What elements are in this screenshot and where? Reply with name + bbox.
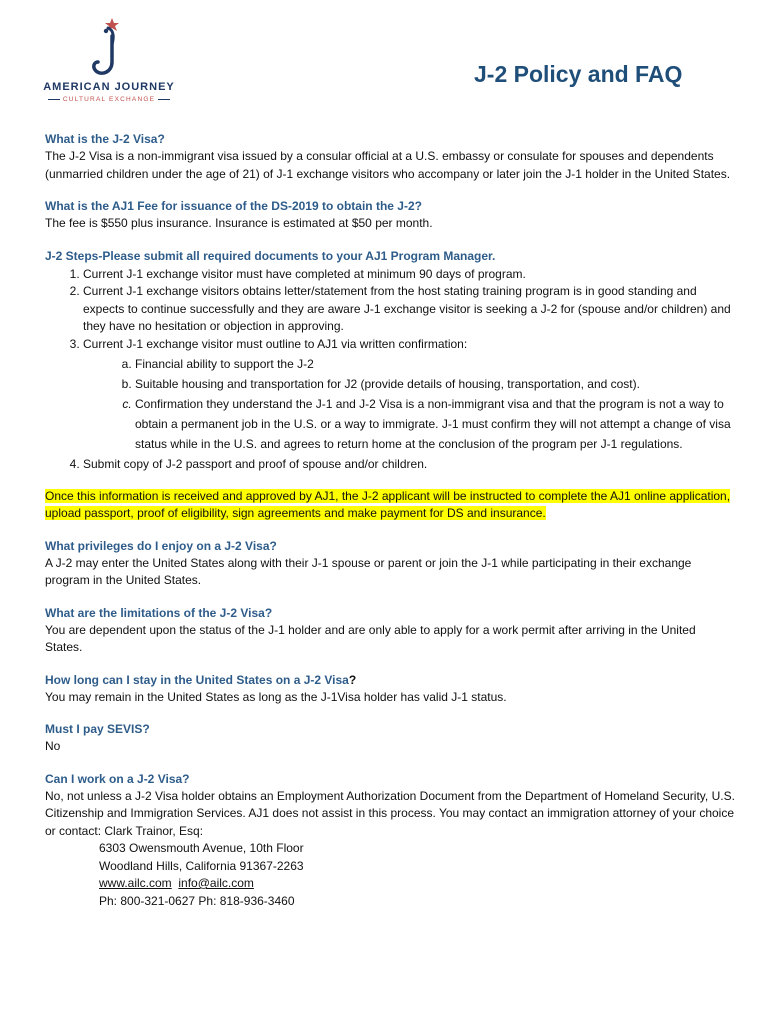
contact-links [99, 875, 735, 893]
faq-limitations [45, 605, 735, 657]
highlighted-text: Once this information is received and approved by AJ1, the J-2 applicant will be instructed to complete the AJ1 online application, upload passport, proof of eligibility, sign agreements and make payment for DS and insurance. [45, 488, 731, 520]
document-body [45, 131, 735, 925]
answer-text: The fee is $550 plus insurance. Insurance is estimated at $50 per month. [45, 216, 433, 230]
step-item-text: Current J-1 exchange visitor must outline to AJ1 via written confirmation: [83, 336, 468, 351]
faq-sevis [45, 721, 735, 756]
phone-numbers: Ph: 800-321-0627 Ph: 818-936-3460 [99, 893, 295, 908]
answer-text: A J-2 may enter the United States along with their J-1 spouse or parent or join the J-1 while participating in their exchange program in the United States. [45, 555, 692, 587]
sub-step-item: c. Confirmation they understand the J-1 and J-2 Visa is a non-immigrant visa and that the program is not a way to obtain a permanent job in the U.S. or a way to immigrate. J-1 must confirm they will not attempt a change of visa status while in the U.S. and agrees to return home at the conclusion of the program per J-1 regulations. [135, 394, 735, 454]
question-heading: What is the J-2 Visa? [45, 132, 165, 146]
question-heading: What is the AJ1 Fee for issuance of the DS-2019 to obtain the J-2? [45, 199, 422, 213]
faq-fee [45, 198, 735, 233]
page-title: J-2 Policy and FAQ [474, 61, 683, 87]
faq-stay [45, 672, 735, 707]
faq-work [45, 771, 735, 911]
answer-text: No [45, 739, 61, 753]
answer-text: The J-2 Visa is a non-immigrant visa issued by a consular official at a U.S. embassy or consulate for spouses and dependents (unmarried children under the age of 21) of J-1 exchange visitors who accompany or later join the J-1 holder in the United States. [45, 149, 731, 181]
website-link[interactable]: www.ailc.com [99, 876, 172, 890]
logo-name: AMERICAN JOURNEY [43, 81, 175, 93]
answer-text: You are dependent upon the status of the J-1 holder and are only able to apply for a work permit after arriving in the United States. [45, 622, 696, 654]
steps-heading: J-2 Steps-Please submit all required documents to your AJ1 Program Manager. [45, 248, 496, 263]
sub-steps-list [83, 354, 735, 454]
j2-steps [45, 248, 735, 474]
step-item: 2. Current J-1 exchange visitors obtains letter/statement from the host stating training program is in good standing and expects to continue successfully and they are aware J-1 exchange visitor is seeking a J-2 for (spouse and/or children) and they have no hesitation or objection in approving. [83, 283, 735, 336]
email-link[interactable]: info@ailc.com [178, 876, 254, 890]
question-heading: How long can I stay in the United States on a J-2 Visa? [45, 672, 357, 687]
question-heading: What privileges do I enjoy on a J-2 Visa? [45, 538, 277, 553]
attorney-contact [45, 840, 735, 910]
logo-subtitle: CULTURAL EXCHANGE [36, 96, 182, 103]
highlighted-notice [45, 488, 735, 523]
faq-what-is [45, 131, 735, 183]
step-item: 4. Submit copy of J-2 passport and proof of spouse and/or children. [83, 456, 735, 474]
step-item: 1. Current J-1 exchange visitor must have completed at minimum 90 days of program. [83, 266, 735, 284]
question-heading: Can I work on a J-2 Visa? [45, 771, 190, 786]
sub-step-item: a. Financial ability to support the J-2 [135, 354, 735, 374]
question-heading: Must I pay SEVIS? [45, 722, 150, 736]
answer-text: No, not unless a J-2 Visa holder obtains an Employment Authorization Document from the Department of Homeland Security, U.S. Citizenship and Immigration Services. AJ1 does not assist in this process. You may contact an immigration attorney of your choice or contact: Clark Trainor, Esq: [45, 788, 735, 838]
answer-text: You may remain in the United States as long as the J-1Visa holder has valid J-1 status. [45, 689, 507, 704]
step-item [83, 336, 735, 455]
steps-list [45, 266, 735, 474]
american-journey-logo [36, 6, 182, 110]
faq-privileges [45, 538, 735, 590]
sub-step-item: b. Suitable housing and transportation for J2 (provide details of housing, transportation, and cost). [135, 374, 735, 394]
question-heading: What are the limitations of the J-2 Visa? [45, 605, 273, 620]
address-line-1: 6303 Owensmouth Avenue, 10th Floor [99, 841, 304, 855]
logo-j-mark-icon [88, 16, 132, 78]
address-line-2: Woodland Hills, California 91367-2263 [99, 858, 304, 873]
